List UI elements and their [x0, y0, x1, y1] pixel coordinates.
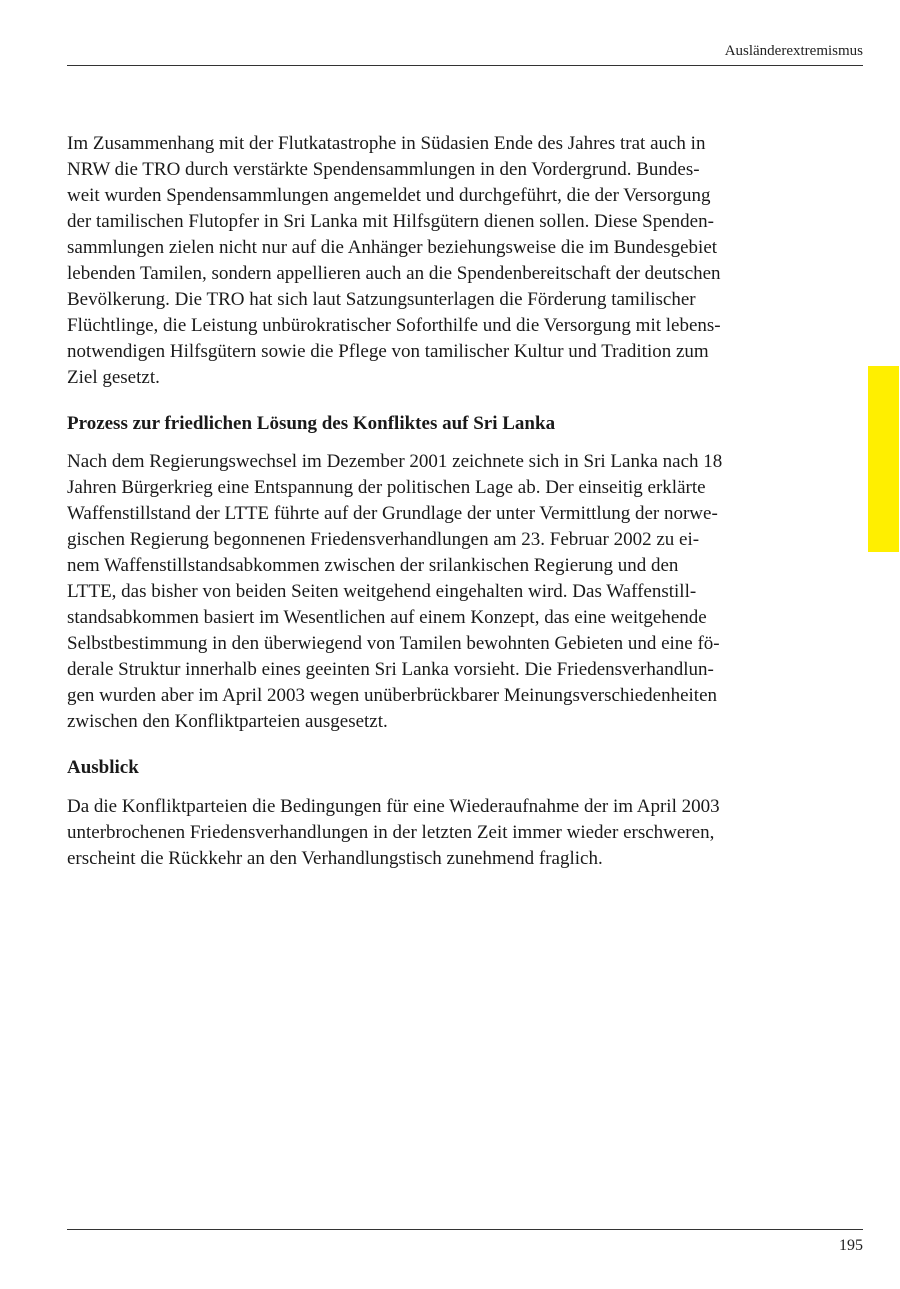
text-line: gischen Regierung begonnenen Friedensverhandlungen am 23. Februar 2002 zu ei-: [67, 529, 700, 550]
text-line: Bevölkerung. Die TRO hat sich laut Satzungsunterlagen die Förderung tamilischer: [67, 289, 696, 310]
text-line: zwischen den Konfliktparteien ausgesetzt.: [67, 711, 388, 732]
text-line: Selbstbestimmung in den überwiegend von Tamilen bewohnten Gebieten und eine fö-: [67, 633, 720, 654]
text-line: notwendigen Hilfsgütern sowie die Pflege von tamilischer Kultur und Tradition zum: [67, 341, 709, 362]
text-line: Im Zusammenhang mit der Flutkatastrophe in Südasien Ende des Jahres trat auch in: [67, 133, 706, 154]
text-line: Jahren Bürgerkrieg eine Entspannung der politischen Lage ab. Der einseitig erklärte: [67, 477, 706, 498]
text-line: gen wurden aber im April 2003 wegen unüberbrückbarer Meinungsverschiedenheiten: [67, 685, 718, 706]
page-content: [67, 131, 819, 872]
text-line: NRW die TRO durch verstärkte Spendensammlungen in den Vordergrund. Bundes-: [67, 159, 700, 180]
text-line: nem Waffenstillstandsabkommen zwischen der srilankischen Regierung und den: [67, 555, 679, 576]
text-line: derale Struktur innerhalb eines geeinten Sri Lanka vorsieht. Die Friedensverhandlun-: [67, 659, 714, 680]
text-line: standsabkommen basiert im Wesentlichen auf einem Konzept, das eine weitgehende: [67, 607, 707, 628]
text-line: unterbrochenen Friedensverhandlungen in der letzten Zeit immer wieder erschweren,: [67, 822, 715, 843]
text-line: LTTE, das bisher von beiden Seiten weitgehend eingehalten wird. Das Waffenstill-: [67, 581, 697, 602]
text-line: erscheint die Rückkehr an den Verhandlungstisch zunehmend fraglich.: [67, 848, 603, 869]
section-heading-peace-process: Prozess zur friedlichen Lösung des Konfliktes auf Sri Lanka: [67, 413, 556, 434]
text-line: sammlungen zielen nicht nur auf die Anhänger beziehungsweise die im Bundesgebiet: [67, 237, 718, 258]
section-heading-outlook: Ausblick: [67, 757, 139, 778]
body-paragraph: [67, 794, 819, 872]
text-line: Waffenstillstand der LTTE führte auf der Grundlage der unter Vermittlung der norwe-: [67, 503, 718, 524]
text-line: lebenden Tamilen, sondern appellieren auch an die Spendenbereitschaft der deutschen: [67, 263, 721, 284]
chapter-side-marker: [868, 366, 899, 552]
body-paragraph: [67, 449, 819, 735]
text-line: weit wurden Spendensammlungen angemeldet und durchgeführt, die der Versorgung: [67, 185, 711, 206]
text-line: Flüchtlinge, die Leistung unbürokratischer Soforthilfe und die Versorgung mit lebens-: [67, 315, 721, 336]
text-line: der tamilischen Flutopfer in Sri Lanka mit Hilfsgütern dienen sollen. Diese Spenden-: [67, 211, 714, 232]
text-line: Nach dem Regierungswechsel im Dezember 2001 zeichnete sich in Sri Lanka nach 18: [67, 451, 723, 472]
page-number: 195: [839, 1237, 863, 1254]
text-line: Da die Konfliktparteien die Bedingungen für eine Wiederaufnahme der im April 2003: [67, 796, 720, 817]
running-header-title: Ausländerextremismus: [724, 43, 863, 59]
header-divider: [67, 65, 863, 66]
text-line: Ziel gesetzt.: [67, 367, 160, 388]
footer-divider: [67, 1229, 863, 1230]
body-paragraph: [67, 131, 819, 391]
